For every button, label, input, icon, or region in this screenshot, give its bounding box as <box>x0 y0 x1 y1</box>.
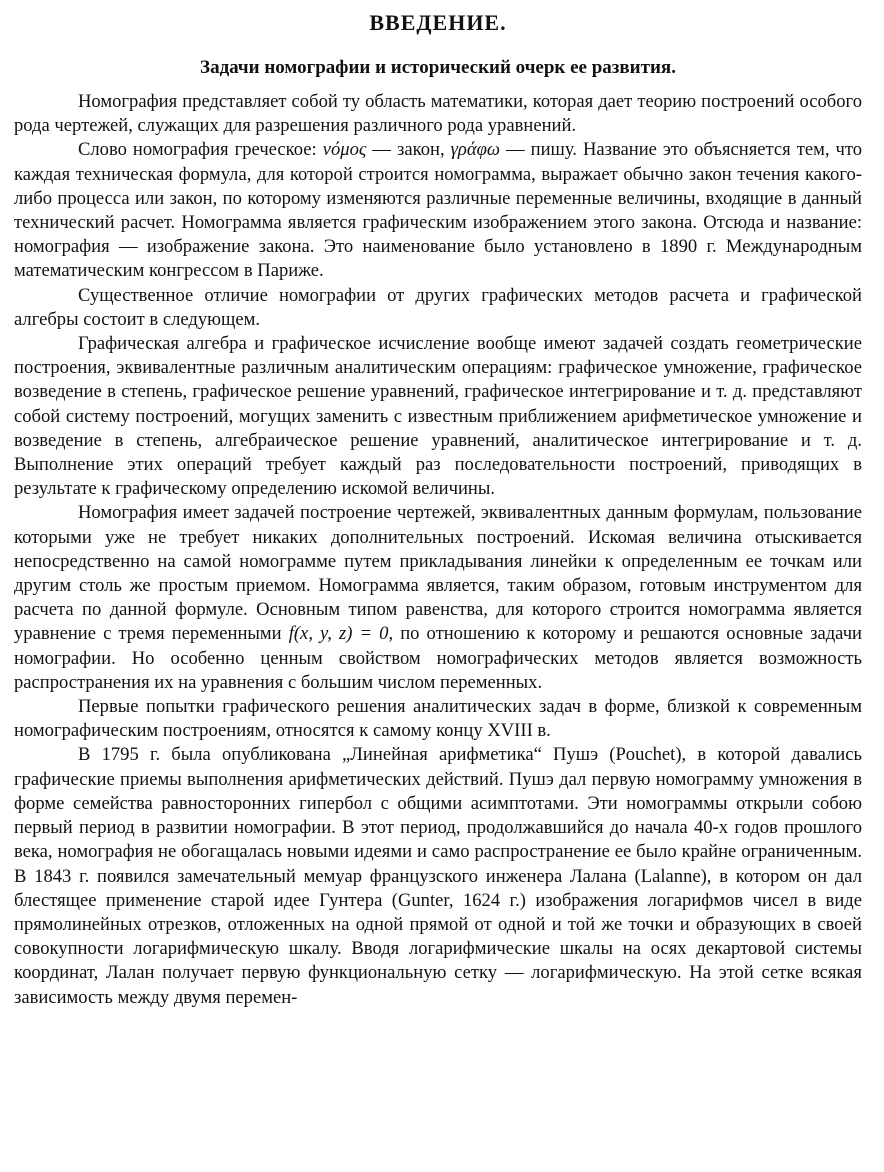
paragraph-7: В 1795 г. была опубликована „Линейная арифметика“ Пушэ (Pouchet), в которой давались графические приемы выполнения арифметических действий. Пушэ дал первую номограмму умножения в форме семейства равносторонних гипербол с общими асимптотами. Эти номограммы открыли собою первый период в развитии номографии. В этот период, продолжавшийся до начала 40-х годов прошлого века, номография не обогащалась новыми идеями и само распространение ее было крайне ограниченным. В 1843 г. появился замечательный мемуар французского инженера Лалана (Lalanne), в котором он дал блестящее применение старой идее Гунтера (Gunter, 1624 г.) изображения логарифмов чисел в виде прямолинейных отрезков, отложенных на одной прямой от одной и той же точки и образующих в своей совокупности логарифмическую шкалу. Вводя логарифмические шкалы на осях декартовой системы координат, Лалан получает первую функциональную сетку — логарифмическую. На этой сетке всякая зависимость между двумя перемен- <box>14 744 862 1008</box>
paragraph-5-lead: Номография имеет задачей построение чертежей, эквивалентных данным формулам, пользование которыми уже не требует никаких дополнительных построений. Искомая величина отыскивается непосредственно на самой номограмме путем прикладывания линейки к определенным ее точкам или другим столь же простым приемом. Номограмма является, таким образом, готовым инструментом для расчета по данной формуле. Основным типом равенства, для которого строится номограмма является уравнение с тремя переменными <box>14 502 862 645</box>
paragraph-6: Первые попытки графического решения аналитических задач в форме, близкой к современным номографическим построениям, относятся к самому концу XVIII в. <box>14 696 862 742</box>
section-title: Задачи номографии и исторический очерк ее развития. <box>200 57 676 78</box>
chapter-title: ВВЕДЕНИЕ. <box>369 10 507 35</box>
paragraph-4: Графическая алгебра и графическое исчисление вообще имеют задачей создать геометрические построения, эквивалентные различным аналитическим операциям: графическое умножение, графическое возведение в степень, графическое решение уравнений, графическое интегрирование и т. д. представляют собой систему построений, могущих заменить с известным приближением арифметическое умножение и возведение в степень, алгебраическое решение уравнений, аналитическое интегрирование и т. д. Выполнение этих операций требует каждый раз последовательности построений, приводящих в результате к графическому определению искомой величины. <box>14 333 862 500</box>
greek-word-grapho: γράφω <box>450 139 501 161</box>
formula-f-xyz: f(x, y, z) = 0 <box>288 623 389 645</box>
paragraph-2 <box>14 138 862 283</box>
paragraph-2-tail: — пишу. Название это объясняется тем, что каждая техническая формула, для которой строится номограмма, выражает обычно закон течения какого-либо процесса или закон, по которому изменяются различные переменные величины, входящие в данный технический расчет. Номограмма является графическим изображением этого закона. Отсюда и название: номография — изображение закона. Это наименование было установлено в 1890 г. Международным математическим конгрессом в Париже. <box>14 139 863 282</box>
paragraph-5-tail: , по отношению к которому и решаются основные задачи номографии. Но особенно ценным свойством номографических методов является возможность распространения их на уравнения с большим числом переменных. <box>14 623 862 693</box>
paragraph-1: Номография представляет собой ту область математики, которая дает теорию построений особого рода чертежей, служащих для разрешения различного рода уравнений. <box>14 91 862 137</box>
paragraph-5 <box>14 501 862 695</box>
paragraph-2-mid: — закон, <box>366 139 451 161</box>
paragraph-2-lead: Слово номография греческое: <box>78 139 323 161</box>
paragraph-3: Существенное отличие номографии от других графических методов расчета и графической алгебры состоит в следующем. <box>14 284 862 330</box>
greek-word-nomos: νόμος <box>322 139 367 161</box>
